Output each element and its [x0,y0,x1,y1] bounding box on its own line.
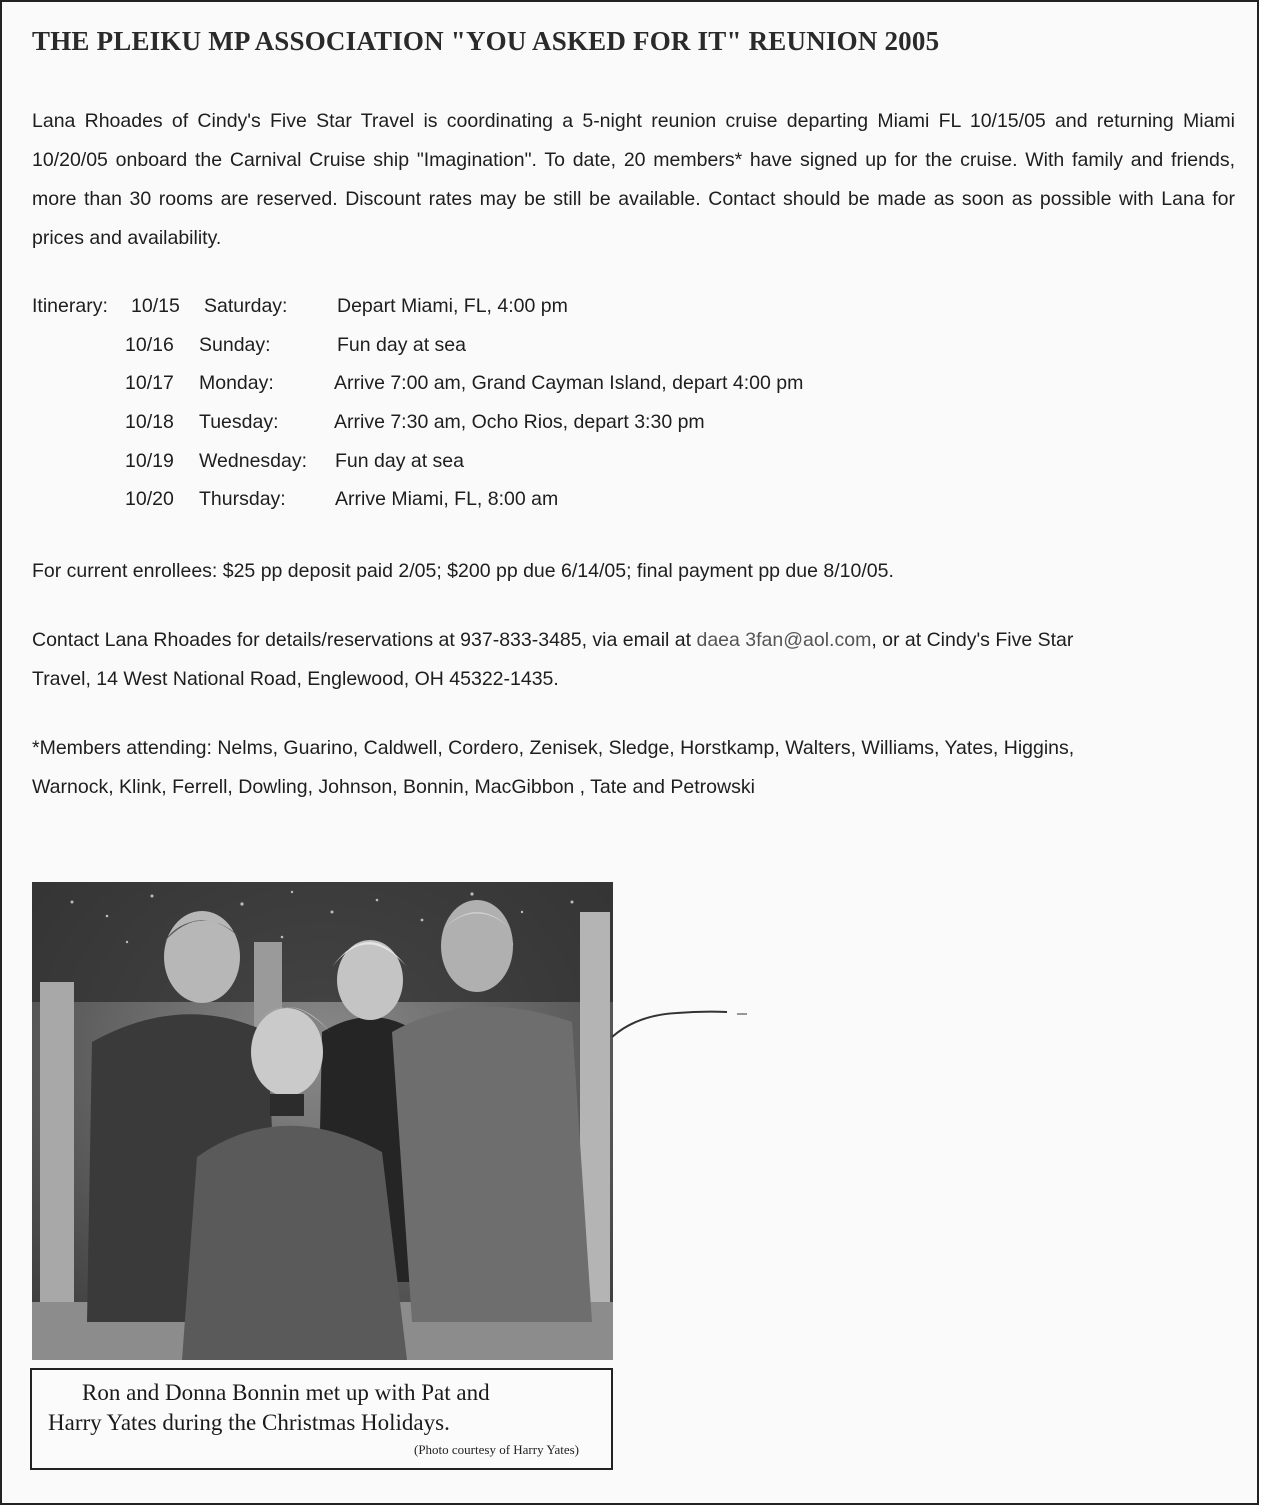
itinerary-date: 10/17 [125,372,174,394]
itinerary-day: Thursday: [199,488,286,510]
contact-text: Contact Lana Rhoades for details/reservations at 937-833-3485, via email at [32,629,697,651]
itinerary-detail: Depart Miami, FL, 4:00 pm [337,295,568,317]
itinerary-day: Saturday: [204,295,288,317]
itinerary-date: 10/16 [125,334,174,356]
caption-line: Harry Yates during the Christmas Holidays. [48,1410,450,1435]
caption-line: Ron and Donna Bonnin met up with Pat and [82,1380,490,1405]
itinerary-date: 10/19 [125,450,174,472]
itinerary-date: 10/20 [125,488,174,510]
itinerary-date: 10/15 [131,295,180,317]
reunion-photo [32,882,613,1360]
payment-info: For current enrollees: $25 pp deposit paid 2/05; $200 pp due 6/14/05; final payment pp due 8/10/05. [32,560,894,582]
members-line: Warnock, Klink, Ferrell, Dowling, Johnson, Bonnin, MacGibbon , Tate and Petrowski [32,776,755,798]
contact-text: , or at Cindy's Five Star [871,629,1074,651]
photo-illustration [32,882,613,1360]
itinerary-detail: Fun day at sea [337,334,466,356]
contact-info [32,621,1073,699]
intro-paragraph: Lana Rhoades of Cindy's Five Star Travel is coordinating a 5-night reunion cruise departing Miami FL 10/15/05 and returning Miami 10/20/05 onboard the Carnival Cruise ship "Imagination". To date, 20 members* have signed up for the cruise. With family and friends, more than 30 rooms are reserved. Discount rates may be still be available. Contact should be made as soon as possible with Lana for prices and availability. [32,110,1235,249]
itinerary-date: 10/18 [125,411,174,433]
contact-address: Travel, 14 West National Road, Englewood, OH 45322-1435. [32,668,559,690]
itinerary-detail: Arrive 7:30 am, Ocho Rios, depart 3:30 pm [334,411,705,433]
page-title: THE PLEIKU MP ASSOCIATION "YOU ASKED FOR IT" REUNION 2005 [32,26,940,56]
itinerary-day: Sunday: [199,334,271,356]
itinerary-detail: Arrive Miami, FL, 8:00 am [335,488,559,510]
pen-mark-decoration [607,987,767,1047]
photo-caption [30,1368,613,1470]
itinerary-day: Tuesday: [199,411,279,433]
itinerary-detail: Fun day at sea [335,450,464,472]
members-attending [32,729,1074,807]
itinerary-day: Wednesday: [199,450,308,472]
itinerary-detail: Arrive 7:00 am, Grand Cayman Island, depart 4:00 pm [334,372,804,394]
itinerary-label: Itinerary: [32,295,108,317]
members-line: *Members attending: Nelms, Guarino, Caldwell, Cordero, Zenisek, Sledge, Horstkamp, Walters, Williams, Yates, Higgins, [32,737,1075,759]
email-link[interactable]: daea 3fan@aol.com [696,629,872,651]
itinerary-day: Monday: [199,372,274,394]
photo-credit: (Photo courtesy of Harry Yates) [413,1442,579,1457]
